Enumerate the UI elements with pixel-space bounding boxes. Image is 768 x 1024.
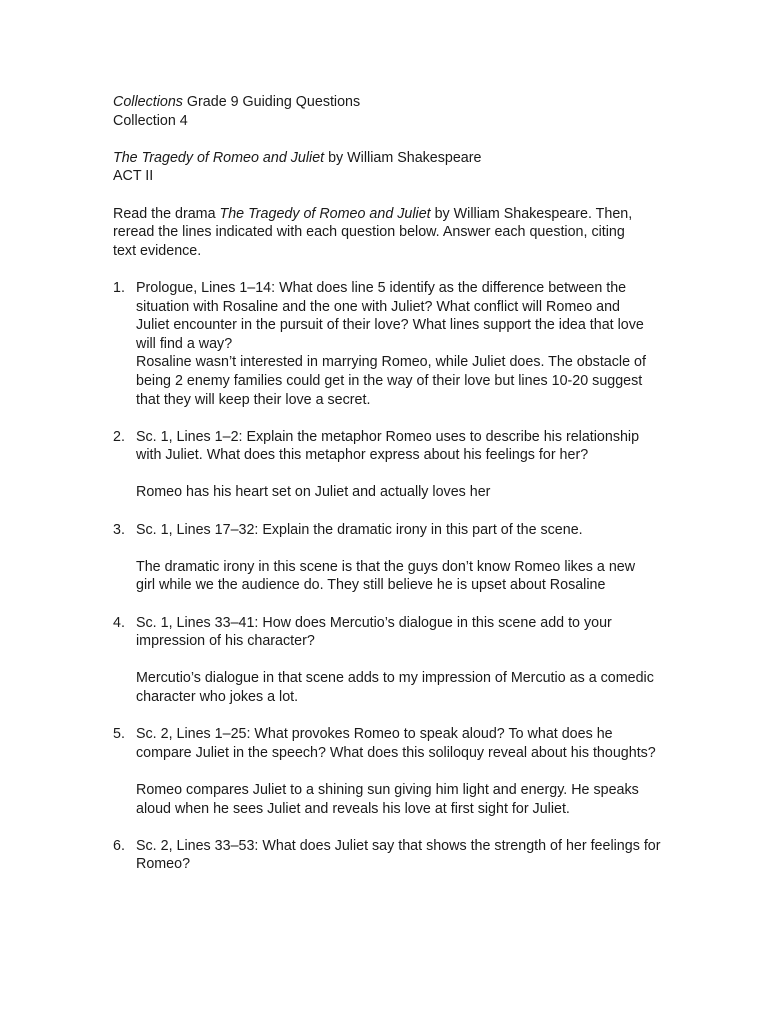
- document-header: [113, 93, 673, 130]
- question-text-line: Romeo?: [136, 856, 191, 873]
- spacer: [136, 465, 673, 484]
- question-number: 1.: [113, 279, 125, 296]
- work-author: by William Shakespeare: [324, 149, 482, 166]
- question-number: 4.: [113, 614, 125, 631]
- question-text-line: Sc. 2, Lines 1–25: What provokes Romeo to speak aloud? To what does he: [136, 726, 613, 743]
- question-text-line: Prologue, Lines 1–14: What does line 5 identify as the difference between the: [136, 279, 627, 296]
- spacer: [113, 260, 673, 279]
- spacer: [113, 186, 673, 205]
- answer-text-line: Mercutio’s dialogue in that scene adds to my impression of Mercutio as a comedic: [136, 670, 654, 687]
- spacer: [113, 502, 673, 521]
- question-item: [113, 725, 673, 818]
- question-item: [113, 521, 673, 595]
- question-text-line: compare Juliet in the speech? What does this soliloquy reveal about his thoughts?: [136, 744, 656, 761]
- instructions-text: by William Shakespeare. Then,: [430, 205, 633, 222]
- header-title: [113, 93, 673, 112]
- question-item: [113, 279, 673, 409]
- spacer: [113, 595, 673, 614]
- question-text-line: impression of his character?: [136, 633, 315, 650]
- spacer: [113, 130, 673, 149]
- question-text-line: with Juliet. What does this metaphor express about his feelings for her?: [136, 447, 589, 464]
- instructions-line-1: [113, 205, 673, 224]
- instructions-line-2: reread the lines indicated with each question below. Answer each question, citing: [113, 224, 625, 241]
- question-number: 5.: [113, 726, 125, 743]
- question-item: [113, 614, 673, 707]
- work-title-italic: The Tragedy of Romeo and Juliet: [113, 149, 325, 166]
- question-text-line: Sc. 2, Lines 33–53: What does Juliet say that shows the strength of her feelings for: [136, 837, 661, 854]
- answer-text-line: Romeo has his heart set on Juliet and actually loves her: [136, 484, 491, 501]
- question-text-line: will find a way?: [136, 335, 233, 352]
- answer-text-line: being 2 enemy families could get in the way of their love but lines 10-20 suggest: [136, 372, 643, 389]
- instructions: [113, 205, 673, 261]
- act-label: ACT II: [113, 168, 154, 185]
- question-text-line: Sc. 1, Lines 17–32: Explain the dramatic irony in this part of the scene.: [136, 521, 583, 538]
- answer-text-line: character who jokes a lot.: [136, 689, 299, 705]
- question-text-line: Sc. 1, Lines 33–41: How does Mercutio’s dialogue in this scene add to your: [136, 614, 612, 631]
- work-title-block: [113, 149, 673, 186]
- answer-text-line: Rosaline wasn’t interested in marrying Romeo, while Juliet does. The obstacle of: [136, 354, 646, 371]
- header-grade-text: Grade 9 Guiding Questions: [182, 94, 361, 110]
- answer-text-line: aloud when he sees Juliet and reveals his love at first sight for Juliet.: [136, 800, 570, 817]
- question-item: [113, 428, 673, 502]
- answer-text-line: Romeo compares Juliet to a shining sun giving him light and energy. He speaks: [136, 781, 639, 798]
- answer-text-line: girl while we the audience do. They still believe he is upset about Rosaline: [136, 577, 606, 594]
- spacer: [136, 539, 673, 558]
- question-number: 6.: [113, 837, 125, 854]
- header-series-name: Collections: [113, 94, 183, 110]
- header-collection: Collection 4: [113, 112, 188, 129]
- question-number: 2.: [113, 428, 125, 445]
- spacer: [113, 409, 673, 428]
- instructions-title-italic: The Tragedy of Romeo and Juliet: [219, 205, 431, 222]
- question-text-line: Sc. 1, Lines 1–2: Explain the metaphor Romeo uses to describe his relationship: [136, 428, 640, 445]
- spacer: [113, 707, 673, 726]
- work-title: [113, 149, 673, 168]
- instructions-line-3: text evidence.: [113, 242, 202, 259]
- question-item: [113, 837, 673, 874]
- question-number: 3.: [113, 521, 125, 538]
- document-page: [113, 93, 673, 874]
- spacer: [136, 651, 673, 670]
- answer-text-line: The dramatic irony in this scene is that the guys don’t know Romeo likes a new: [136, 558, 636, 575]
- question-text-line: situation with Rosaline and the one with Juliet? What conflict will Romeo and: [136, 298, 620, 315]
- spacer: [136, 762, 673, 781]
- answer-text-line: that they will keep their love a secret.: [136, 391, 371, 408]
- instructions-text: Read the drama: [113, 205, 220, 222]
- question-text-line: Juliet encounter in the pursuit of their love? What lines support the idea that love: [136, 317, 644, 334]
- spacer: [113, 818, 673, 837]
- question-list: [113, 279, 673, 874]
